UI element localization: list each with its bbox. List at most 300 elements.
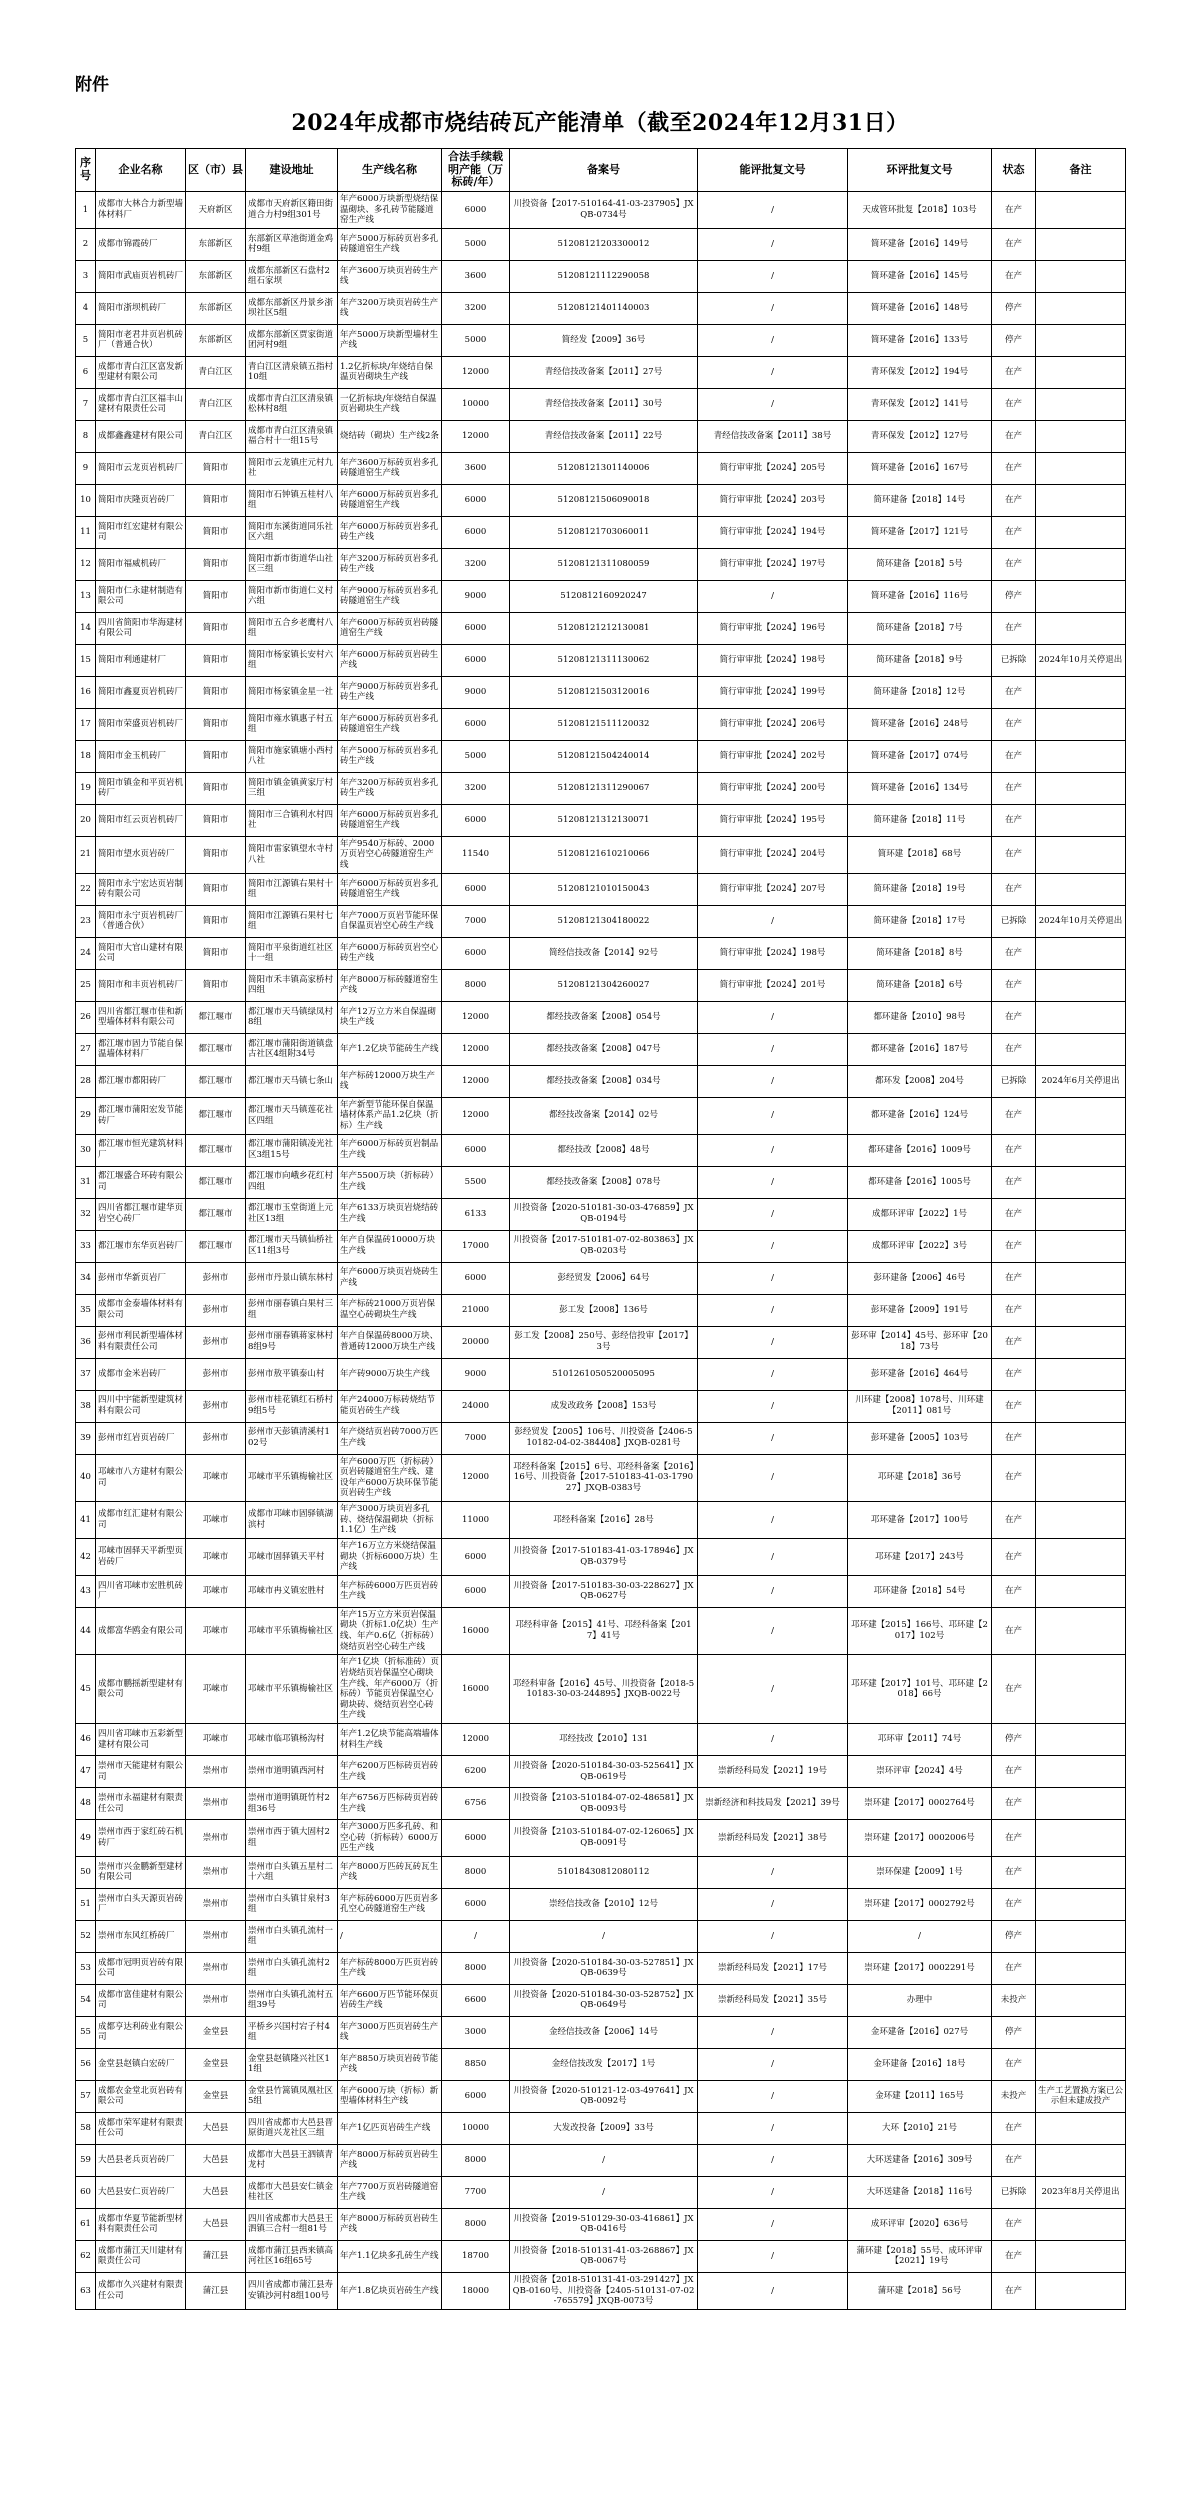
cell-energy-approval: / — [698, 1538, 848, 1575]
cell-energy-approval: / — [698, 2176, 848, 2208]
column-header-district: 区（市）县 — [186, 149, 246, 192]
table-row — [76, 1454, 1126, 1502]
cell-address: 东部新区草池街道金鸡村9组 — [246, 228, 338, 260]
cell-energy-approval: 简行审审批【2024】205号 — [698, 452, 848, 484]
cell-company: 四川省简阳市华海建材有限公司 — [96, 612, 186, 644]
cell-filing-no: 邛经技改【2010】131 — [510, 1724, 698, 1756]
cell-filing-no: 都经技改备案【2008】047号 — [510, 1033, 698, 1065]
cell-seq: 10 — [76, 484, 96, 516]
cell-filing-no: 都经技改备案【2008】078号 — [510, 1166, 698, 1198]
cell-remark — [1036, 1984, 1126, 2016]
cell-capacity: 12000 — [442, 356, 510, 388]
cell-district: 简阳市 — [186, 804, 246, 836]
cell-seq: 9 — [76, 452, 96, 484]
cell-filing-no: 川投资备【2019-510129-30-03-416861】JXQB-0416号 — [510, 2208, 698, 2240]
cell-company: 四川省邛崃市宏胜机砖厂 — [96, 1575, 186, 1607]
table-row — [76, 1538, 1126, 1575]
cell-seq: 34 — [76, 1262, 96, 1294]
table-row — [76, 937, 1126, 969]
cell-capacity: 8000 — [442, 969, 510, 1001]
cell-energy-approval: 崇新经科局发【2021】19号 — [698, 1756, 848, 1788]
cell-address: 都江堰市天马镇绿凤村8组 — [246, 1001, 338, 1033]
cell-status: 在产 — [992, 1134, 1036, 1166]
table-row — [76, 1756, 1126, 1788]
cell-status: 在产 — [992, 836, 1036, 873]
cell-eia-approval: 邛环建【2017】243号 — [848, 1538, 992, 1575]
cell-eia-approval: 简环建备【2018】9号 — [848, 644, 992, 676]
cell-district: 都江堰市 — [186, 1230, 246, 1262]
cell-seq: 37 — [76, 1358, 96, 1390]
cell-seq: 16 — [76, 676, 96, 708]
cell-eia-approval: 简环建备【2018】14号 — [848, 484, 992, 516]
cell-district: 简阳市 — [186, 548, 246, 580]
cell-remark — [1036, 1502, 1126, 1539]
cell-district: 金堂县 — [186, 2016, 246, 2048]
cell-remark: 2023年8月关停退出 — [1036, 2176, 1126, 2208]
cell-energy-approval: / — [698, 388, 848, 420]
cell-address: 金堂县竹篙镇凤凰社区5组 — [246, 2080, 338, 2112]
cell-district: 彭州市 — [186, 1294, 246, 1326]
attachment-label: 附件 — [75, 75, 109, 95]
cell-line-name: 年产8000万标砖隧道窑生产线 — [338, 969, 442, 1001]
cell-seq: 63 — [76, 2272, 96, 2309]
cell-seq: 1 — [76, 191, 96, 228]
cell-line-name: 年产8850万块页岩砖节能产线 — [338, 2048, 442, 2080]
cell-eia-approval: 金环建备【2016】18号 — [848, 2048, 992, 2080]
cell-eia-approval: 大环送建备【2018】116号 — [848, 2176, 992, 2208]
cell-remark — [1036, 191, 1126, 228]
cell-seq: 26 — [76, 1001, 96, 1033]
cell-status: 在产 — [992, 548, 1036, 580]
cell-filing-no: 5120812160920247 — [510, 580, 698, 612]
table-row — [76, 1065, 1126, 1097]
cell-seq: 7 — [76, 388, 96, 420]
cell-company: 简阳市利通建材厂 — [96, 644, 186, 676]
cell-company: 简阳市大官山建材有限公司 — [96, 937, 186, 969]
cell-address: 彭州市桂花镇红石桥村9组5号 — [246, 1390, 338, 1422]
cell-energy-approval: 简行审审批【2024】203号 — [698, 484, 848, 516]
cell-filing-no: 51018430812080112 — [510, 1856, 698, 1888]
capacity-table — [75, 148, 1126, 2310]
cell-address: 简阳市平泉街道红社区十一组 — [246, 937, 338, 969]
cell-address: 崇州市道明镇西河村 — [246, 1756, 338, 1788]
cell-company: 都江堰市蒲阳宏发节能砖厂 — [96, 1097, 186, 1134]
cell-company: 成都市久兴建材有限责任公司 — [96, 2272, 186, 2309]
cell-energy-approval: 简行审审批【2024】198号 — [698, 937, 848, 969]
cell-seq: 29 — [76, 1097, 96, 1134]
cell-status: 在产 — [992, 1390, 1036, 1422]
cell-district: 天府新区 — [186, 191, 246, 228]
cell-filing-no: 51208121112290058 — [510, 260, 698, 292]
cell-capacity: 8850 — [442, 2048, 510, 2080]
column-header-eia-approval: 环评批复文号 — [848, 149, 992, 192]
cell-address: 都江堰市天马镇莲花社区四组 — [246, 1097, 338, 1134]
cell-address: 成都东部新区石盘村2组石家坝 — [246, 260, 338, 292]
cell-company: 都江堰盛合环砖有限公司 — [96, 1166, 186, 1198]
cell-energy-approval: 崇新经科局发【2021】38号 — [698, 1820, 848, 1857]
cell-status: 在产 — [992, 1166, 1036, 1198]
column-header-filing-no: 备案号 — [510, 149, 698, 192]
table-row — [76, 644, 1126, 676]
cell-seq: 27 — [76, 1033, 96, 1065]
cell-filing-no: 51208121511120032 — [510, 708, 698, 740]
cell-capacity: 9000 — [442, 676, 510, 708]
cell-seq: 6 — [76, 356, 96, 388]
cell-status: 在产 — [992, 1607, 1036, 1655]
cell-eia-approval: 彭环审【2014】45号、彭环审【2018】73号 — [848, 1326, 992, 1358]
cell-company: 崇州市永福建材有限责任公司 — [96, 1788, 186, 1820]
cell-capacity: 6000 — [442, 804, 510, 836]
cell-remark — [1036, 676, 1126, 708]
cell-status: 在产 — [992, 1230, 1036, 1262]
table-row — [76, 516, 1126, 548]
cell-remark — [1036, 452, 1126, 484]
cell-capacity: 6000 — [442, 484, 510, 516]
table-row — [76, 228, 1126, 260]
cell-seq: 35 — [76, 1294, 96, 1326]
table-body — [76, 191, 1126, 2309]
cell-remark — [1036, 1422, 1126, 1454]
cell-remark — [1036, 580, 1126, 612]
table-row — [76, 873, 1126, 905]
cell-remark — [1036, 1788, 1126, 1820]
cell-capacity: 8000 — [442, 2208, 510, 2240]
cell-line-name: / — [338, 1920, 442, 1952]
cell-filing-no: 5101261050520005095 — [510, 1358, 698, 1390]
cell-company: 崇州市白头天源页岩砖厂 — [96, 1888, 186, 1920]
cell-district: 大邑县 — [186, 2112, 246, 2144]
cell-filing-no: 简经发【2009】36号 — [510, 324, 698, 356]
cell-eia-approval: 崇环建【2017】0002291号 — [848, 1952, 992, 1984]
cell-company: 金堂县赵镇白宏砖厂 — [96, 2048, 186, 2080]
cell-address: 彭州市敖平镇泰山村 — [246, 1358, 338, 1390]
cell-filing-no: 崇经信技改备【2010】12号 — [510, 1888, 698, 1920]
cell-district: 简阳市 — [186, 905, 246, 937]
cell-energy-approval: 简行审审批【2024】206号 — [698, 708, 848, 740]
cell-eia-approval: 邛环建【2018】36号 — [848, 1454, 992, 1502]
cell-district: 金堂县 — [186, 2048, 246, 2080]
cell-capacity: 3200 — [442, 772, 510, 804]
cell-remark — [1036, 2048, 1126, 2080]
cell-seq: 18 — [76, 740, 96, 772]
cell-status: 在产 — [992, 740, 1036, 772]
cell-company: 简阳市红云页岩机砖厂 — [96, 804, 186, 836]
column-header-line-name: 生产线名称 — [338, 149, 442, 192]
cell-address: 青白江区清泉镇五指村10组 — [246, 356, 338, 388]
cell-eia-approval: 蒲环建【2018】55号、成环评审【2021】19号 — [848, 2240, 992, 2272]
cell-eia-approval: 崇环建【2017】0002764号 — [848, 1788, 992, 1820]
cell-company: 成都农金堂北页岩砖有限公司 — [96, 2080, 186, 2112]
cell-line-name: 年产5000万块新型墙材生产线 — [338, 324, 442, 356]
cell-company: 彭州市利民新型墙体材料有限责任公司 — [96, 1326, 186, 1358]
cell-remark — [1036, 548, 1126, 580]
cell-remark — [1036, 969, 1126, 1001]
cell-eia-approval: 简环建备【2016】248号 — [848, 708, 992, 740]
cell-remark — [1036, 804, 1126, 836]
cell-line-name: 年产6000万标砖页岩空心砖生产线 — [338, 937, 442, 969]
cell-status: 在产 — [992, 804, 1036, 836]
cell-filing-no: 青经信技改备案【2011】30号 — [510, 388, 698, 420]
cell-line-name: 年产标砖21000万页岩保温空心砖砌块生产线 — [338, 1294, 442, 1326]
cell-address: 彭州市丹景山镇东林村 — [246, 1262, 338, 1294]
cell-status: 在产 — [992, 1294, 1036, 1326]
cell-seq: 48 — [76, 1788, 96, 1820]
cell-remark — [1036, 772, 1126, 804]
cell-company: 成都市华夏节能新型材料有限责任公司 — [96, 2208, 186, 2240]
cell-seq: 40 — [76, 1454, 96, 1502]
cell-district: 简阳市 — [186, 708, 246, 740]
cell-district: 大邑县 — [186, 2144, 246, 2176]
cell-company: 邛崃市固驿天平新型页岩砖厂 — [96, 1538, 186, 1575]
cell-company: 简阳市浙坝机砖厂 — [96, 292, 186, 324]
cell-line-name: 年产6000万块页岩烧砖生产线 — [338, 1262, 442, 1294]
cell-capacity: 6000 — [442, 1538, 510, 1575]
cell-capacity: 6000 — [442, 644, 510, 676]
cell-district: 崇州市 — [186, 1920, 246, 1952]
cell-remark — [1036, 740, 1126, 772]
cell-district: 简阳市 — [186, 969, 246, 1001]
cell-energy-approval: 简行审审批【2024】198号 — [698, 644, 848, 676]
cell-company: 简阳市荣盛页岩机砖厂 — [96, 708, 186, 740]
cell-company: 成都市大林合力新型墙体材料厂 — [96, 191, 186, 228]
cell-district: 东部新区 — [186, 260, 246, 292]
cell-district: 蒲江县 — [186, 2240, 246, 2272]
cell-seq: 12 — [76, 548, 96, 580]
cell-seq: 42 — [76, 1538, 96, 1575]
cell-eia-approval: 青环保发【2012】127号 — [848, 420, 992, 452]
cell-line-name: 年产1.1亿块多孔砖生产线 — [338, 2240, 442, 2272]
cell-status: 停产 — [992, 1920, 1036, 1952]
cell-line-name: 年产1.2亿块节能高端墙体材料生产线 — [338, 1724, 442, 1756]
table-row — [76, 1607, 1126, 1655]
cell-status: 在产 — [992, 388, 1036, 420]
cell-line-name: 年产3600万块页岩砖生产线 — [338, 260, 442, 292]
cell-status: 在产 — [992, 2208, 1036, 2240]
cell-address: 简阳市雷家镇望水寺村八社 — [246, 836, 338, 873]
cell-company: 都江堰市都阳砖厂 — [96, 1065, 186, 1097]
cell-address: 简阳市云龙镇庄元村九社 — [246, 452, 338, 484]
cell-filing-no: 大发改投备【2009】33号 — [510, 2112, 698, 2144]
cell-remark — [1036, 1358, 1126, 1390]
cell-eia-approval: 大环送建备【2016】309号 — [848, 2144, 992, 2176]
cell-seq: 51 — [76, 1888, 96, 1920]
cell-eia-approval: 成都环评审【2022】3号 — [848, 1230, 992, 1262]
cell-remark — [1036, 1326, 1126, 1358]
cell-energy-approval: 崇新经济和科技局发【2021】39号 — [698, 1788, 848, 1820]
cell-filing-no: 川投资备【2020-510121-12-03-497641】JXQB-0092号 — [510, 2080, 698, 2112]
cell-eia-approval: 都环发【2008】204号 — [848, 1065, 992, 1097]
cell-address: 简阳市新市街道仁义村六组 — [246, 580, 338, 612]
cell-filing-no: 青经信技改备案【2011】22号 — [510, 420, 698, 452]
column-header-energy-approval: 能评批复文号 — [698, 149, 848, 192]
cell-district: 邛崃市 — [186, 1607, 246, 1655]
cell-seq: 58 — [76, 2112, 96, 2144]
cell-status: 停产 — [992, 324, 1036, 356]
cell-remark — [1036, 836, 1126, 873]
cell-capacity: 12000 — [442, 1454, 510, 1502]
cell-line-name: 年产8000万标砖页岩砖生产线 — [338, 2144, 442, 2176]
cell-status: 在产 — [992, 1358, 1036, 1390]
cell-filing-no: 邛经科审备【2016】45号、川投资备【2018-510183-30-03-244895】JXQB-0022号 — [510, 1655, 698, 1724]
cell-energy-approval: / — [698, 2080, 848, 2112]
cell-address: 崇州市白头镇五星村二十六组 — [246, 1856, 338, 1888]
cell-remark — [1036, 356, 1126, 388]
cell-district: 彭州市 — [186, 1422, 246, 1454]
cell-district: 崇州市 — [186, 1952, 246, 1984]
cell-energy-approval: / — [698, 1454, 848, 1502]
cell-status: 在产 — [992, 937, 1036, 969]
cell-company: 成都市冠明页岩砖有限公司 — [96, 1952, 186, 1984]
cell-company: 崇州市兴金鹏新型建材有限公司 — [96, 1856, 186, 1888]
table-row — [76, 1262, 1126, 1294]
cell-capacity: 18700 — [442, 2240, 510, 2272]
cell-company: 大邑县安仁页岩砖厂 — [96, 2176, 186, 2208]
cell-eia-approval: 简环建备【2016】145号 — [848, 260, 992, 292]
cell-seq: 43 — [76, 1575, 96, 1607]
cell-address: 简阳市杨家镇金星一社 — [246, 676, 338, 708]
cell-capacity: 6200 — [442, 1756, 510, 1788]
cell-line-name: 年产6000万标砖页岩制品生产线 — [338, 1134, 442, 1166]
cell-district: 东部新区 — [186, 292, 246, 324]
cell-status: 在产 — [992, 356, 1036, 388]
cell-remark — [1036, 228, 1126, 260]
cell-eia-approval: 崇环评审【2024】4号 — [848, 1756, 992, 1788]
cell-company: 简阳市镇金和平页岩机砖厂 — [96, 772, 186, 804]
cell-seq: 57 — [76, 2080, 96, 2112]
cell-eia-approval: 彭环建备【2006】46号 — [848, 1262, 992, 1294]
cell-line-name: 一亿折标块/年烧结自保温页岩砌块生产线 — [338, 388, 442, 420]
cell-district: 简阳市 — [186, 612, 246, 644]
cell-capacity: 6000 — [442, 1134, 510, 1166]
table-row — [76, 292, 1126, 324]
cell-address: 成都市天府新区籍田街道合力村9组301号 — [246, 191, 338, 228]
cell-energy-approval: 简行审审批【2024】201号 — [698, 969, 848, 1001]
cell-status: 在产 — [992, 772, 1036, 804]
cell-remark — [1036, 1756, 1126, 1788]
table-row — [76, 1198, 1126, 1230]
cell-capacity: 6600 — [442, 1984, 510, 2016]
cell-status: 停产 — [992, 1724, 1036, 1756]
cell-capacity: 12000 — [442, 420, 510, 452]
cell-capacity: 6000 — [442, 2080, 510, 2112]
cell-status: 在产 — [992, 2144, 1036, 2176]
cell-line-name: 年产6600万匹节能环保页岩砖生产线 — [338, 1984, 442, 2016]
cell-line-name: 年产3200万标砖页岩多孔砖生产线 — [338, 548, 442, 580]
cell-remark — [1036, 2112, 1126, 2144]
cell-energy-approval: / — [698, 1166, 848, 1198]
cell-company: 成都市红汇建材有限公司 — [96, 1502, 186, 1539]
cell-district: 东部新区 — [186, 228, 246, 260]
cell-seq: 46 — [76, 1724, 96, 1756]
cell-capacity: 6000 — [442, 937, 510, 969]
cell-line-name: 年产12万立方米自保温砌块生产线 — [338, 1001, 442, 1033]
cell-eia-approval: 都环建备【2016】124号 — [848, 1097, 992, 1134]
cell-line-name: 年产6000万匹（折标砖）页岩砖隧道窑生产线、建设年产6000万块环保节能页岩砖生产线 — [338, 1454, 442, 1502]
table-row — [76, 2112, 1126, 2144]
cell-remark — [1036, 708, 1126, 740]
cell-seq: 3 — [76, 260, 96, 292]
cell-line-name: 年产5000万标砖页岩多孔砖生产线 — [338, 740, 442, 772]
cell-seq: 31 — [76, 1166, 96, 1198]
cell-eia-approval: 邛环建【2015】166号、邛环建【2017】102号 — [848, 1607, 992, 1655]
cell-capacity: 6756 — [442, 1788, 510, 1820]
cell-remark — [1036, 2240, 1126, 2272]
cell-company: 都江堰市恒光建筑材料厂 — [96, 1134, 186, 1166]
cell-remark — [1036, 260, 1126, 292]
cell-remark — [1036, 1262, 1126, 1294]
cell-filing-no: 51208121703060011 — [510, 516, 698, 548]
cell-remark: 2024年10月关停退出 — [1036, 644, 1126, 676]
cell-seq: 2 — [76, 228, 96, 260]
cell-filing-no: 51208121010150043 — [510, 873, 698, 905]
cell-energy-approval: / — [698, 1033, 848, 1065]
cell-status: 在产 — [992, 516, 1036, 548]
cell-filing-no: 成发改政务【2008】153号 — [510, 1390, 698, 1422]
cell-capacity: 7000 — [442, 905, 510, 937]
cell-company: 四川中宇能新型建筑材料有限公司 — [96, 1390, 186, 1422]
cell-status: 未投产 — [992, 2080, 1036, 2112]
cell-energy-approval: 简行审审批【2024】204号 — [698, 836, 848, 873]
cell-capacity: 6000 — [442, 191, 510, 228]
cell-seq: 25 — [76, 969, 96, 1001]
cell-status: 在产 — [992, 191, 1036, 228]
table-row — [76, 2176, 1126, 2208]
cell-filing-no: 51208121401140003 — [510, 292, 698, 324]
cell-seq: 39 — [76, 1422, 96, 1454]
cell-capacity: 12000 — [442, 1097, 510, 1134]
cell-address: 简阳市禾丰镇高家桥村四组 — [246, 969, 338, 1001]
cell-filing-no: 川投资备【2017-510181-07-02-803863】JXQB-0203号 — [510, 1230, 698, 1262]
cell-district: 青白江区 — [186, 356, 246, 388]
cell-capacity: 3200 — [442, 292, 510, 324]
cell-district: 彭州市 — [186, 1262, 246, 1294]
cell-capacity: 3000 — [442, 2016, 510, 2048]
table-row — [76, 324, 1126, 356]
cell-address: 简阳市镇金镇黄家厅村三组 — [246, 772, 338, 804]
cell-capacity: 12000 — [442, 1001, 510, 1033]
cell-capacity: 5500 — [442, 1166, 510, 1198]
cell-district: 都江堰市 — [186, 1065, 246, 1097]
cell-capacity: 12000 — [442, 1033, 510, 1065]
cell-status: 在产 — [992, 612, 1036, 644]
cell-capacity: 24000 — [442, 1390, 510, 1422]
cell-line-name: 年产标砖12000万块生产线 — [338, 1065, 442, 1097]
cell-energy-approval: 简行审审批【2024】200号 — [698, 772, 848, 804]
cell-status: 已拆除 — [992, 2176, 1036, 2208]
cell-status: 在产 — [992, 2240, 1036, 2272]
cell-line-name: 年产烧结页岩砖7000万匹生产线 — [338, 1422, 442, 1454]
cell-capacity: 8000 — [442, 1952, 510, 1984]
cell-address: 邛崃市冉义镇宏胜村 — [246, 1575, 338, 1607]
page-title: 2024年成都市烧结砖瓦产能清单（截至2024年12月31日） — [291, 110, 909, 136]
cell-filing-no: 川投资备【2017-510164-41-03-237905】JXQB-0734号 — [510, 191, 698, 228]
cell-filing-no: 51208121304180022 — [510, 905, 698, 937]
cell-seq: 15 — [76, 644, 96, 676]
cell-filing-no: 51208121203300012 — [510, 228, 698, 260]
cell-energy-approval: / — [698, 2208, 848, 2240]
column-header-company: 企业名称 — [96, 149, 186, 192]
cell-energy-approval: 简行审审批【2024】194号 — [698, 516, 848, 548]
cell-capacity: 6000 — [442, 516, 510, 548]
cell-remark — [1036, 1920, 1126, 1952]
cell-seq: 52 — [76, 1920, 96, 1952]
cell-district: 简阳市 — [186, 580, 246, 612]
cell-capacity: 10000 — [442, 388, 510, 420]
cell-remark — [1036, 1538, 1126, 1575]
cell-status: 在产 — [992, 1326, 1036, 1358]
cell-seq: 23 — [76, 905, 96, 937]
cell-remark — [1036, 612, 1126, 644]
